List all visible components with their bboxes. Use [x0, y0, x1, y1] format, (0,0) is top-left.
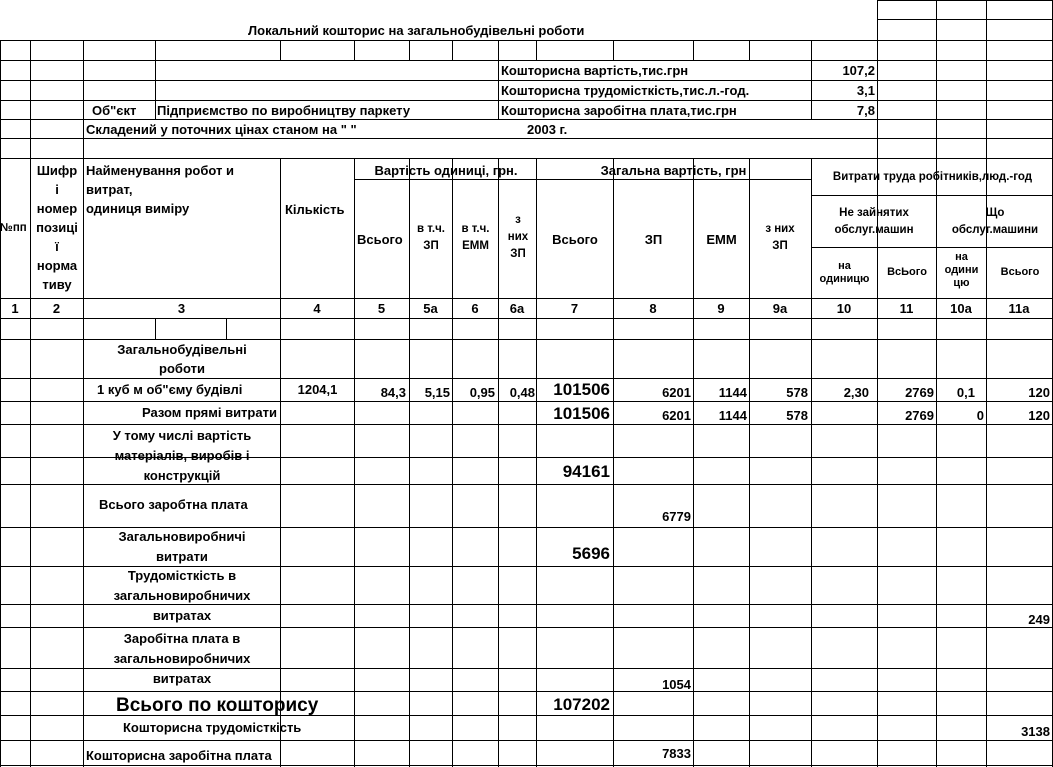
direct-total-a: 2769 — [905, 408, 934, 423]
grid-line — [354, 158, 355, 767]
grid-line — [986, 0, 987, 159]
direct-total-b: 120 — [1028, 408, 1050, 423]
grid-line — [811, 40, 812, 61]
materials-label: У тому числі вартість матеріалів, виробів і конструкцій — [112, 428, 252, 483]
wages-value: 6779 — [662, 509, 691, 524]
header-unit-zp: в т.ч. ЗП — [417, 223, 445, 252]
grid-line — [877, 80, 1053, 81]
overhead-wage-label: Заробітна плата в загальновиробничих витратах — [113, 631, 251, 686]
prices-date: Складений у поточних цінах станом на " " — [86, 122, 357, 137]
grid-line — [0, 158, 1, 767]
grid-line — [936, 158, 937, 767]
grid-line — [936, 0, 937, 159]
column-number: 9 — [717, 301, 725, 316]
header-total-b: Всього — [1000, 266, 1040, 278]
column-number: 11а — [1008, 301, 1030, 316]
grid-line — [877, 60, 1053, 61]
grid-line — [409, 40, 410, 61]
grid-line — [498, 60, 499, 120]
grid-line — [811, 247, 1053, 248]
item-per-unit-a: 2,30 — [843, 385, 869, 400]
header-name: Найменування робот и витрат, одиниця виміру — [86, 163, 234, 216]
grid-line — [877, 19, 1053, 20]
header-per-unit-a: на одиницю — [819, 260, 870, 285]
header-unit-zp2: з них ЗП — [507, 214, 529, 260]
grid-line — [280, 158, 281, 767]
column-number: 2 — [52, 301, 61, 316]
item-zp2: 578 — [786, 385, 808, 400]
grid-line — [155, 60, 156, 120]
item-emm: 1144 — [718, 385, 747, 400]
column-number: 7 — [570, 301, 579, 316]
wages-label: Всього заробтна плата — [99, 497, 248, 512]
overhead-labor-label: Трудомісткість в загальновиробничих витратах — [113, 568, 251, 623]
grand-total-value: 107202 — [553, 695, 610, 714]
grid-line — [0, 740, 1053, 741]
object-name: Підприємство по виробництву паркету — [157, 103, 411, 118]
grid-line — [613, 40, 614, 61]
column-number: 11 — [899, 301, 914, 316]
grid-line — [155, 318, 156, 340]
grid-line — [536, 40, 537, 61]
header-total-emm: ЕММ — [706, 232, 737, 247]
header-per-unit-b: на одини цю — [944, 251, 979, 289]
overhead-wage-value: 1054 — [662, 677, 691, 692]
grid-line — [0, 40, 878, 41]
header-unit-emm: в т.ч. ЕММ — [461, 223, 490, 252]
item-unit-total: 84,3 — [380, 385, 406, 400]
grid-line — [749, 40, 750, 61]
summary-wage-value: 7,8 — [856, 103, 875, 118]
item-unit-emm: 0,95 — [469, 385, 495, 400]
column-number: 9а — [772, 301, 788, 316]
header-total-zp: ЗП — [644, 232, 663, 247]
grid-line — [498, 40, 499, 61]
grid-line — [877, 138, 1053, 139]
grid-line — [354, 40, 355, 61]
grid-line — [155, 40, 156, 61]
direct-emm: 1144 — [718, 408, 747, 423]
grid-line — [693, 158, 694, 767]
header-total-cost: Загальна вартість, грн — [600, 163, 747, 178]
column-number: 8 — [649, 301, 657, 316]
grid-line — [280, 40, 281, 61]
grid-line — [0, 691, 1053, 692]
grid-line — [986, 158, 987, 767]
column-number: 3 — [177, 301, 186, 316]
prices-year: 2003 г. — [527, 122, 568, 137]
item-zp: 6201 — [662, 385, 691, 400]
grid-line — [0, 318, 1053, 319]
grid-line — [0, 627, 1053, 628]
grid-line — [877, 158, 878, 767]
est-labor-label: Кошторисна трудомісткість — [123, 720, 302, 735]
item-unit-zp: 5,15 — [424, 385, 450, 400]
materials-value: 94161 — [562, 462, 610, 481]
grid-line — [226, 318, 227, 340]
summary-wage-label: Кошторисна заробітна плата,тис.грн — [501, 103, 737, 118]
section-title: Загальнобудівельні роботи — [117, 342, 247, 376]
grid-line — [0, 40, 1, 159]
direct-label: Разом прямі витрати — [142, 405, 277, 420]
summary-cost-label: Кошторисна вартість,тис.грн — [501, 63, 689, 78]
item-total-a: 2769 — [905, 385, 934, 400]
header-total-all: Всього — [552, 232, 598, 247]
est-wage-value: 7833 — [662, 746, 691, 761]
document-title: Локальний кошторис на загальнобудівельні роботи — [248, 23, 585, 38]
header-total-a: ВсЬого — [887, 266, 927, 278]
header-cipher: Шифр і номер позиці ї норма тиву — [36, 163, 78, 292]
item-total-b: 120 — [1028, 385, 1050, 400]
grid-line — [452, 40, 453, 61]
overhead-labor-value: 249 — [1028, 612, 1050, 627]
column-number: 6а — [509, 301, 525, 316]
grid-line — [877, 100, 1053, 101]
column-number: 5а — [423, 301, 438, 316]
item-unit-zp2: 0,48 — [509, 385, 535, 400]
object-label: Об"єкт — [92, 103, 137, 118]
column-number: 1 — [11, 301, 19, 316]
summary-cost-value: 107,2 — [842, 63, 875, 78]
grid-line — [811, 60, 812, 120]
column-number: 10а — [950, 301, 972, 316]
grid-line — [811, 158, 812, 767]
item-total: 101506 — [553, 380, 610, 399]
grid-line — [811, 195, 1053, 196]
header-labor: Витрати труда робітників,люд.-год — [832, 171, 1033, 183]
grid-line — [0, 378, 1053, 379]
header-total-zp2: з них ЗП — [765, 223, 795, 252]
grid-line — [877, 119, 1053, 120]
item-name: 1 куб м об"єму будівлі — [97, 382, 243, 397]
grid-line — [877, 0, 1053, 1]
est-wage-label: Кошторисна заробітна плата — [86, 748, 272, 763]
overhead-value: 5696 — [572, 544, 610, 563]
column-number: 4 — [313, 301, 321, 316]
column-number: 6 — [471, 301, 479, 316]
column-number: 5 — [377, 301, 386, 316]
direct-total: 101506 — [553, 404, 610, 423]
direct-zp: 6201 — [662, 408, 691, 423]
column-number: 10 — [836, 301, 852, 316]
grid-line — [693, 40, 694, 61]
grand-total-label: Всього по кошторису — [116, 695, 319, 716]
header-qty: Кількість — [285, 202, 345, 217]
summary-labor-label: Кошторисна трудомісткість,тис.л.-год. — [501, 83, 750, 98]
item-per-unit-b: 0,1 — [956, 385, 975, 400]
est-labor-value: 3138 — [1021, 724, 1050, 739]
header-not-busy: Не зайнятих обслуг.машин — [834, 207, 914, 236]
grid-line — [877, 40, 1053, 41]
direct-per-unit-b: 0 — [976, 408, 984, 423]
item-qty: 1204,1 — [297, 382, 338, 397]
summary-labor-value: 3,1 — [856, 83, 875, 98]
header-num: №пп — [0, 222, 27, 234]
grid-line — [30, 40, 31, 159]
header-busy: Що обслуг.машини — [951, 207, 1039, 236]
header-unit-total: Всього — [357, 232, 403, 247]
grid-line — [0, 60, 878, 61]
direct-zp2: 578 — [786, 408, 808, 423]
grid-line — [83, 40, 84, 159]
overhead-label: Загальновиробничі витрати — [118, 529, 246, 564]
grid-line — [0, 158, 1053, 159]
header-unit-cost: Вартість одиниці, грн. — [374, 163, 518, 178]
